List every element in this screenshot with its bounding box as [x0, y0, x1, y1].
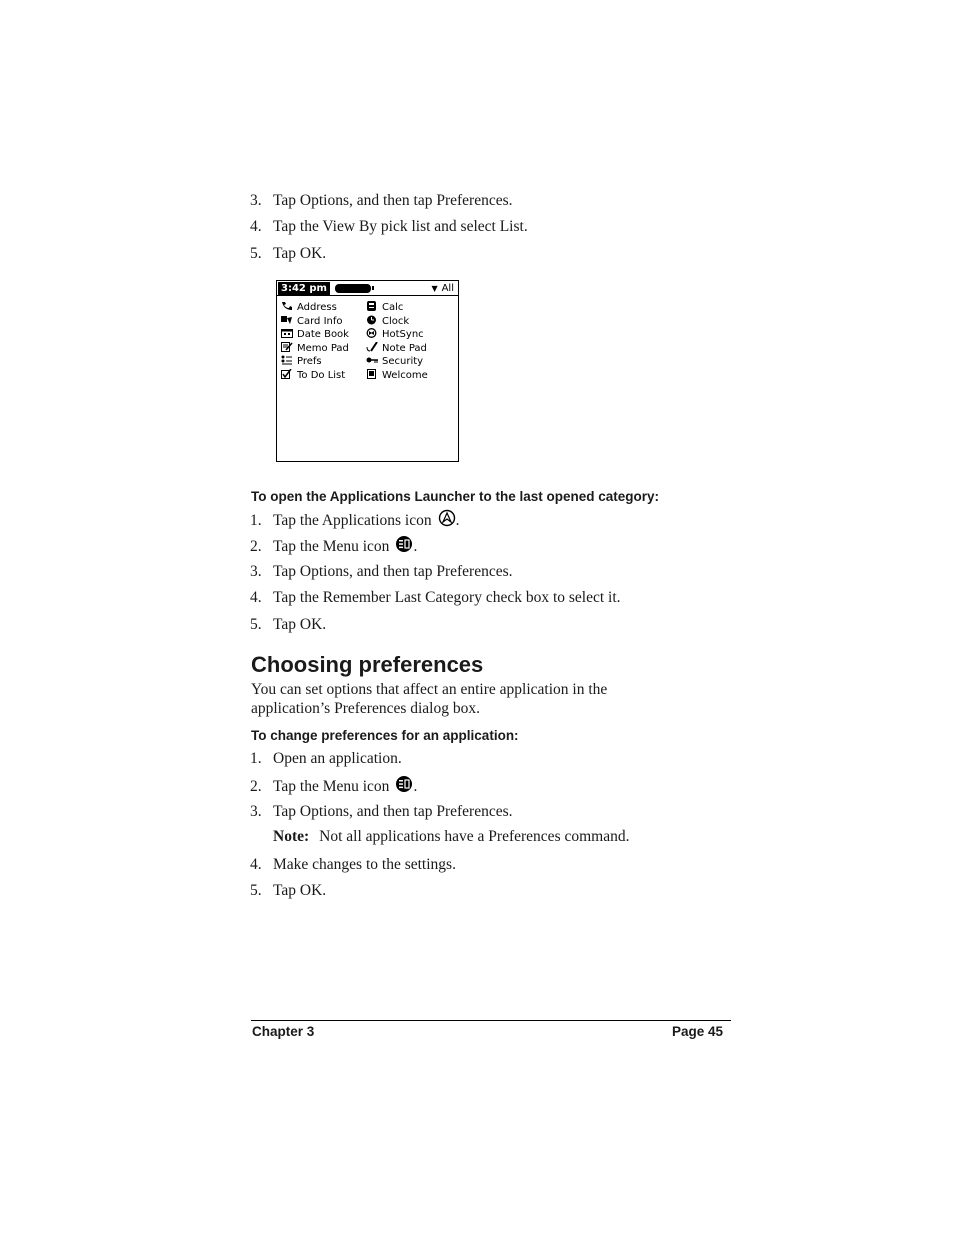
step-item: 3. Tap Options, and then tap Preferences. [250, 192, 513, 209]
app-item-address: Address [281, 301, 349, 315]
step-item: 2. Tap the Menu icon . [250, 775, 417, 799]
triangle-down-icon: ▼ [431, 284, 438, 293]
clock-icon [366, 315, 378, 325]
card-info-icon [281, 315, 293, 325]
applications-icon [438, 509, 456, 533]
key-icon [366, 355, 378, 365]
palm-clock: 3:42 pm [278, 282, 330, 295]
footer-chapter: Chapter 3 [252, 1024, 315, 1039]
step-item: 5. Tap OK. [250, 616, 327, 633]
step-item: 4. Make changes to the settings. [250, 856, 456, 873]
calc-icon [366, 301, 378, 311]
battery-icon [335, 284, 371, 293]
battery-tip [372, 286, 374, 290]
app-item-calc: Calc [366, 301, 428, 315]
app-item-card-info: Card Info [281, 315, 349, 329]
app-item-date-book: Date Book [281, 328, 349, 342]
memo-pad-icon [281, 342, 293, 352]
step-item: 1. Tap the Applications icon . [250, 509, 460, 533]
step-item: 1. Open an application. [250, 750, 402, 767]
prefs-icon [281, 355, 293, 365]
step-item: 3. Tap Options, and then tap Preferences. [250, 803, 513, 820]
app-item-memo-pad: Memo Pad [281, 342, 349, 356]
launcher-screenshot [276, 280, 459, 462]
section-title: Choosing preferences [251, 652, 484, 677]
step-item: 3. Tap Options, and then tap Preferences. [250, 563, 513, 580]
app-item-security: Security [366, 355, 428, 369]
app-item-hotsync: HotSync [366, 328, 428, 342]
app-item-note-pad: Note Pad [366, 342, 428, 356]
checkbox-icon [281, 369, 293, 379]
date-book-icon [281, 328, 293, 338]
note-pad-icon [366, 342, 378, 352]
app-column-left [281, 301, 349, 382]
note-text: Not all applications have a Preferences command. [319, 828, 630, 845]
welcome-icon [366, 369, 378, 379]
menu-icon [395, 775, 413, 799]
procedure-heading: To open the Applications Launcher to the last opened category: [251, 489, 660, 504]
palm-header-line [277, 295, 458, 296]
menu-icon [395, 535, 413, 559]
footer-page: Page 45 [672, 1024, 724, 1039]
app-item-prefs: Prefs [281, 355, 349, 369]
note [273, 828, 629, 846]
step-item: 5. Tap OK. [250, 245, 327, 262]
step-item: 4. Tap the View By pick list and select List. [250, 218, 528, 235]
step-item: 5. Tap OK. [250, 882, 327, 899]
app-item-clock: Clock [366, 315, 428, 329]
app-item-welcome: Welcome [366, 369, 428, 383]
step-item: 4. Tap the Remember Last Category check box to select it. [250, 589, 621, 606]
app-item-to-do-list: To Do List [281, 369, 349, 383]
footer-rule [251, 1020, 731, 1021]
step-item: 2. Tap the Menu icon . [250, 535, 417, 559]
category-pick-list: ▼ All [431, 283, 454, 294]
phone-icon [281, 301, 293, 311]
hotsync-icon [366, 328, 378, 338]
procedure-heading: To change preferences for an application: [251, 728, 519, 743]
section-paragraph: You can set options that affect an entire application in the application’s Preferences dialog box. [251, 681, 608, 717]
app-column-right [366, 301, 428, 382]
note-label: Note: [273, 828, 310, 845]
